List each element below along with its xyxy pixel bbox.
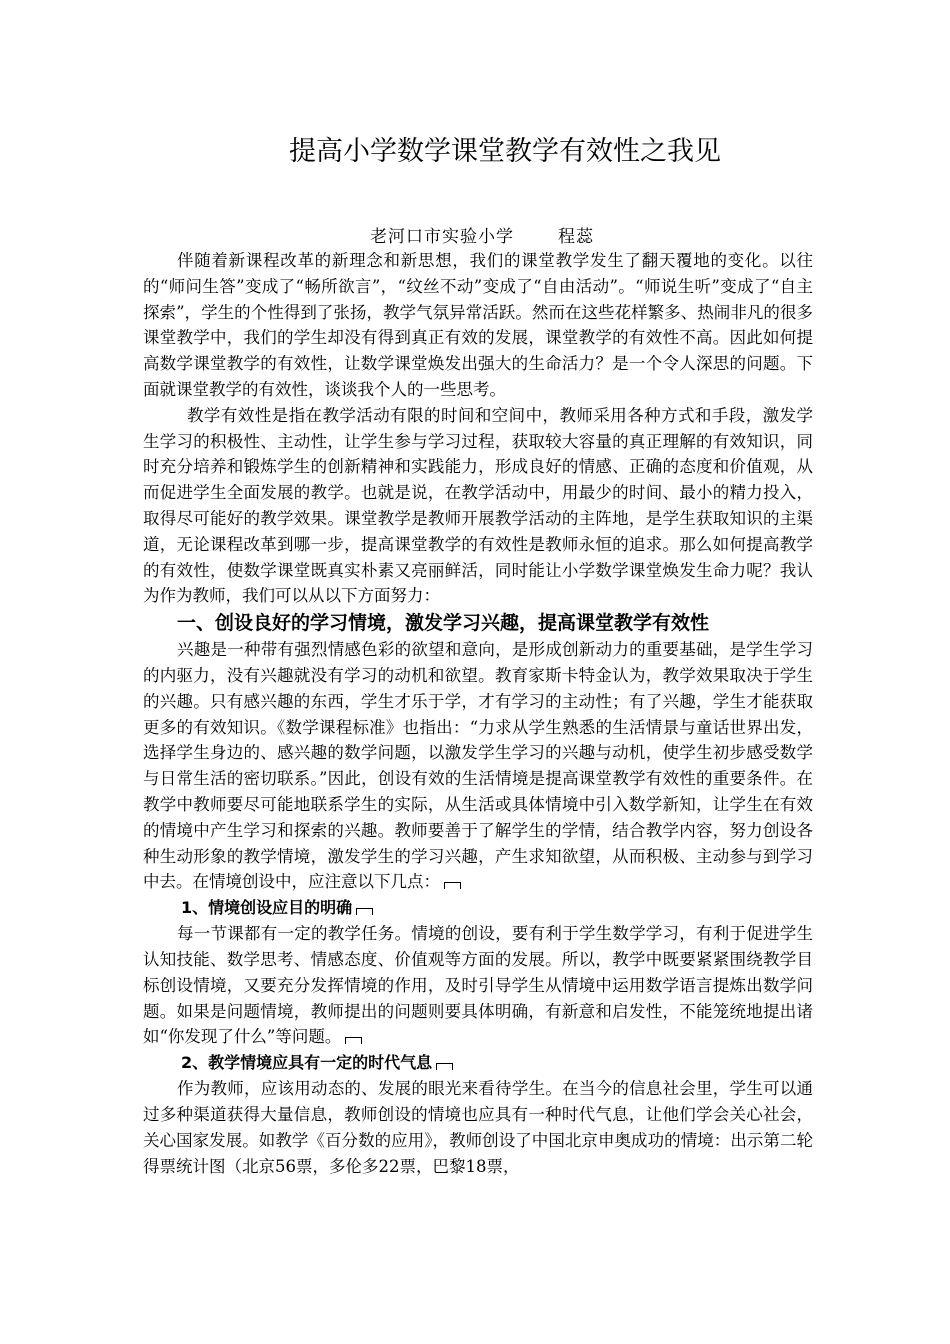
paragraph-goal	[143, 921, 813, 1050]
paragraph-mark-icon	[345, 1037, 362, 1044]
section-heading-1: 一、创设良好的学习情境，激发学习兴趣，提高课堂教学有效性	[177, 612, 710, 635]
paragraph-interest	[143, 637, 813, 895]
paragraph-definition: 教学有效性是指在教学活动有限的时间和空间中，教师采用各种方式和手段，激发学生学习的积极性、主动性，让学生参与学习过程，获取较大容量的真正理解的有效知识，同时充分培养和锻炼学生的创新精神和实践能力，形成良好的情感、正确的态度和价值观，从而促进学生全面发展的教学。也就是说，在教学活动中，用最少的时间、最小的精力投入，取得尽可能好的教学效果。课堂教学是教师开展教学活动的主阵地，是学生获取知识的主渠道，无论课程改革到哪一步，提高课堂教学的有效性是教师永恒的追求。那么如何提高教学的有效性，使数学课堂既真实朴素又亮丽鲜活，同时能让小学数学课堂焕发生命力呢？我认为作为教师，我们可以从以下方面努力：	[143, 405, 813, 606]
paragraph-intro: 伴随着新课程改革的新理念和新思想，我们的课堂教学发生了翻天覆地的变化。以往的“师问生答”变成了“畅所欲言”，“纹丝不动”变成了“自由活动”。“师说生听”变成了“自主探索”，学生的个性得到了张扬，教学气氛异常活跃。然而在这些花样繁多、热闹非凡的很多课堂教学中，我们的学生却没有得到真正有效的发展，课堂教学的有效性不高。因此如何提高数学课堂教学的有效性，让数学课堂焕发出强大的生命活力？是一个令人深思的问题。下面就课堂教学的有效性，谈谈我个人的一些思考。	[143, 251, 813, 399]
paragraph-era: 作为教师，应该用动态的、发展的眼光来看待学生。在当今的信息社会里，学生可以通过多种渠道获得大量信息，教师创设的情境也应具有一种时代气息，让他们学会关心社会，关心国家发展。如教学《百分数的应用》，教师创设了中国北京申奥成功的情境：出示第二轮得票统计图（北京56票，多伦多22票，巴黎18票，	[143, 1079, 813, 1176]
school-name: 老河口市实验小学	[370, 227, 514, 247]
author-name: 程蕊	[558, 227, 594, 247]
subheading-1	[143, 895, 813, 921]
paragraph-mark-icon	[356, 908, 373, 915]
byline	[370, 225, 594, 249]
paragraph-goal-text: 每一节课都有一定的教学任务。情境的创设，要有利于学生数学学习，有利于促进学生认知技能、数学思考、情感态度、价值观等方面的发展。所以，教学中既要紧紧围绕教学目标创设情境，又要充分发挥情境的作用，及时引导学生从情境中运用数学语言提炼出数学问题。如果是问题情境，教师提出的问题则要具体明确，有新意和启发性，不能笼统地提出诸如“你发现了什么”等问题。	[143, 924, 813, 1047]
subheading-1-text: 1、情境创设应目的明确	[181, 898, 353, 918]
document-title: 提高小学数学课堂教学有效性之我见	[289, 136, 721, 167]
paragraph-interest-text: 兴趣是一种带有强烈情感色彩的欲望和意向，是形成创新动力的重要基础，是学生学习的内驱力，没有兴趣就没有学习的动机和欲望。教育家斯卡特金认为，教学效果取决于学生的兴趣。只有感兴趣的东西，学生才乐于学，才有学习的主动性；有了兴趣，学生才能获取更多的有效知识。《数学课程标准》也指出：“力求从学生熟悉的生活情景与童话世界出发，选择学生身边的、感兴趣的数学问题，以激发学生学习的兴趣与动机，使学生初步感受数学与日常生活的密切联系。”因此，创设有效的生活情境是提高课堂教学有效性的重要条件。在教学中教师要尽可能地联系学生的实际，从生活或具体情境中引入数学新知，让学生在有效的情境中产生学习和探索的兴趣。教师要善于了解学生的学情，结合教学内容，努力创设各种生动形象的教学情境，激发学生的学习兴趣，产生求知欲望，从而积极、主动参与到学习中去。在情境创设中，应注意以下几点：	[143, 640, 813, 892]
document-body	[143, 248, 813, 1179]
subheading-2-text: 2、教学情境应具有一定的时代气息	[181, 1053, 433, 1073]
paragraph-mark-icon	[436, 1063, 453, 1070]
paragraph-mark-icon	[444, 882, 461, 889]
subheading-2	[143, 1050, 813, 1076]
